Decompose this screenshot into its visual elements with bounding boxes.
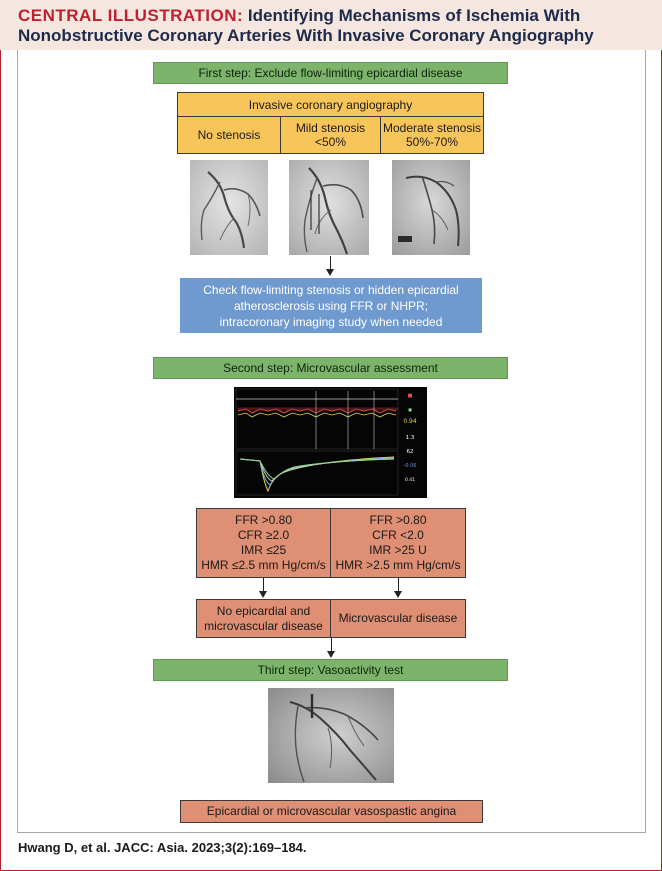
arrow-to-check-head bbox=[326, 269, 334, 276]
svg-text:■: ■ bbox=[408, 407, 412, 412]
arrow-left-outcome-head bbox=[259, 591, 267, 598]
angiogram-vasoactivity bbox=[268, 688, 394, 783]
abnormal-criteria-box bbox=[330, 508, 466, 578]
angiography-header: Invasive coronary angiography bbox=[177, 92, 484, 117]
step3-title: Third step: Vasoactivity test bbox=[153, 659, 508, 681]
step1-title: First step: Exclude flow-limiting epicardial disease bbox=[153, 62, 508, 84]
category-no-stenosis: No stenosis bbox=[177, 116, 281, 154]
check-flow-limiting-box: Check flow-limiting stenosis or hidden epicardial atherosclerosis using FFR or NHPR; intracoronary imaging study when needed bbox=[180, 278, 482, 333]
arrow-to-check bbox=[330, 256, 331, 270]
vasospastic-angina-result: Epicardial or microvascular vasospastic angina bbox=[180, 800, 483, 823]
microvascular-disease-outcome: Microvascular disease bbox=[330, 599, 466, 638]
arrow-to-step3-head bbox=[327, 651, 335, 658]
monitor-readout-tmn: -0.06 bbox=[403, 463, 417, 469]
monitor-readout-imr: 62 bbox=[406, 449, 414, 455]
pressure-wire-monitor bbox=[234, 387, 427, 498]
criteria-imr: IMR >25 U bbox=[369, 543, 427, 557]
monitor-readout-value: 0.41 bbox=[404, 478, 416, 483]
criteria-cfr: CFR <2.0 bbox=[372, 528, 424, 542]
citation: Hwang D, et al. JACC: Asia. 2023;3(2):169–184. bbox=[18, 840, 307, 855]
figure-title-line2: Nonobstructive Coronary Arteries With Invasive Coronary Angiography bbox=[18, 26, 594, 45]
criteria-ffr: FFR >0.80 bbox=[369, 513, 427, 527]
criteria-imr: IMR ≤25 bbox=[240, 543, 287, 557]
monitor-readout-ffr: 0.94 bbox=[403, 418, 417, 425]
criteria-hmr: HMR >2.5 mm Hg/cm/s bbox=[335, 558, 461, 572]
arrow-to-step3 bbox=[331, 638, 332, 652]
figure-header bbox=[0, 0, 662, 50]
arrow-right-outcome-head bbox=[394, 591, 402, 598]
angiogram-mild-stenosis bbox=[289, 160, 369, 255]
normal-criteria-box bbox=[196, 508, 331, 578]
angiogram-no-stenosis bbox=[190, 160, 268, 255]
step2-title: Second step: Microvascular assessment bbox=[153, 357, 508, 379]
arrow-left-outcome bbox=[263, 578, 264, 592]
angiogram-moderate-stenosis bbox=[392, 160, 470, 255]
central-illustration-label: CENTRAL ILLUSTRATION: bbox=[18, 6, 244, 25]
monitor-readout-cfr: 1.3 bbox=[405, 435, 415, 441]
figure-title-line1: Identifying Mechanisms of Ischemia With bbox=[247, 6, 581, 25]
criteria-ffr: FFR >0.80 bbox=[234, 513, 293, 527]
no-disease-outcome: No epicardial and microvascular disease bbox=[196, 599, 331, 638]
svg-text:■: ■ bbox=[407, 393, 413, 399]
category-mild-stenosis: Mild stenosis <50% bbox=[280, 116, 381, 154]
arrow-right-outcome bbox=[398, 578, 399, 592]
criteria-hmr: HMR ≤2.5 mm Hg/cm/s bbox=[201, 558, 326, 572]
category-moderate-stenosis: Moderate stenosis 50%-70% bbox=[380, 116, 484, 154]
criteria-cfr: CFR ≥2.0 bbox=[237, 528, 290, 542]
